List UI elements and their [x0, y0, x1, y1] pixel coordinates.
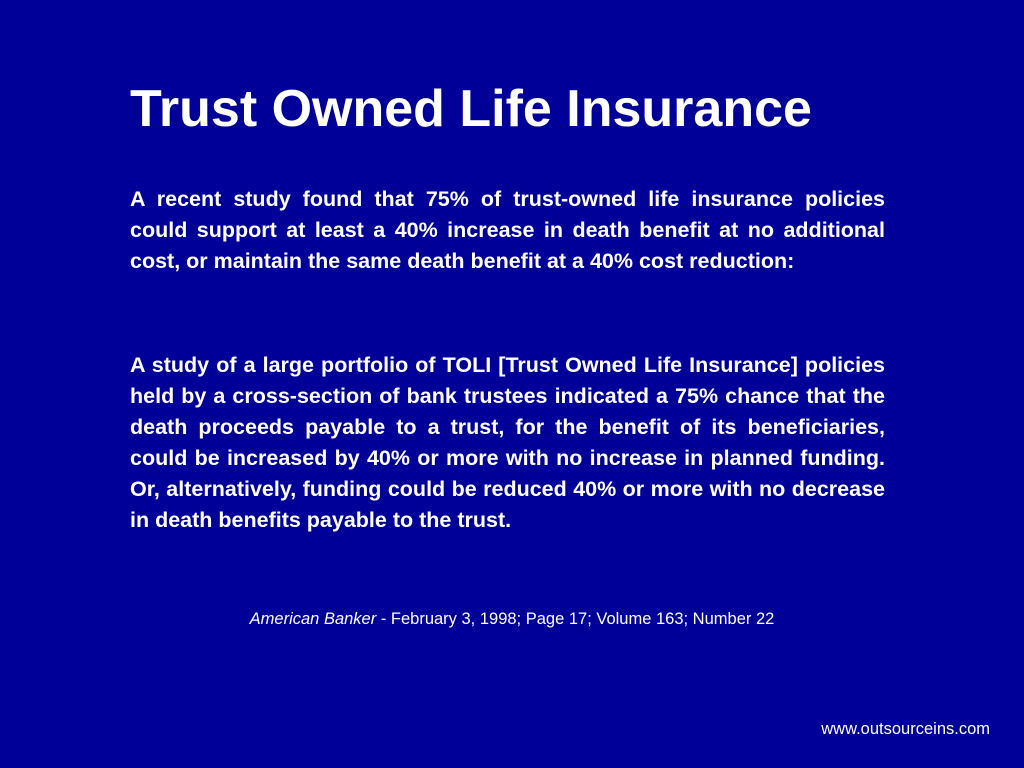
slide-title: Trust Owned Life Insurance: [130, 80, 812, 138]
body-paragraph-2: A study of a large portfolio of TOLI [Trust Owned Life Insurance] policies held by a cross-section of bank trustees indicated a 75% chance that the death proceeds payable to a trust, for the benefit of its beneficiaries, could be increased by 40% or more with no increase in planned funding. Or, alternatively, funding could be reduced 40% or more with no decrease in death benefits payable to the trust.: [130, 353, 885, 532]
citation-details: - February 3, 1998; Page 17; Volume 163; Number 22: [376, 610, 775, 628]
footer-url: www.outsourceins.com: [821, 720, 990, 738]
body-paragraph-1: A recent study found that 75% of trust-owned life insurance policies could support at least a 40% increase in death benefit at no additional cost, or maintain the same death benefit at a 40% cost reduction:: [130, 187, 885, 273]
citation-source: American Banker: [249, 610, 377, 628]
citation: [0, 608, 1024, 630]
